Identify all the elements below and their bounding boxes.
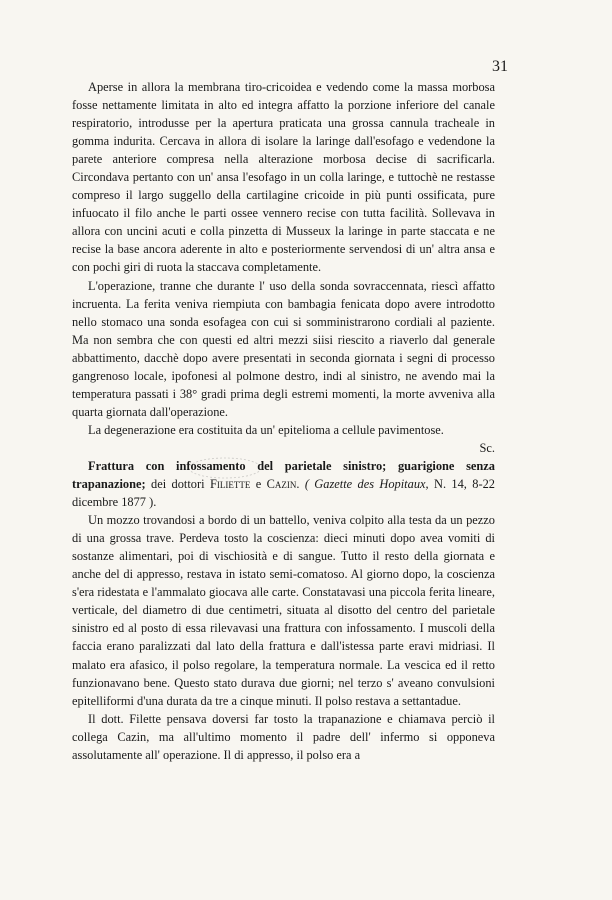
article-author: Filiette xyxy=(209,477,251,492)
paragraph: L'operazione, tranne che durante l' uso della sonda sovraccennata, riescì affatto incruenta. La ferita veniva riempiuta con bambagia fenicata dopo avere introdotto nello stomaco una sonda esofagea con cui si somministrarono cordiali al paziente. Ma non sembra che con questi ed altri mezzi siisi riescito a riaverlo dal generale abbattimento, dacchè dopo avere presentati in seconda giornata i segni di processo gangrenoso locale, ipofonesi al polmone destro, indi al sinistro, ne avendo mai la temperatura passati i 38° gradi prima degli estremi momenti, la morte avveniva alla quarta giornata dall'operazione. xyxy=(72,278,495,419)
signature: Sc. xyxy=(479,440,495,455)
paragraph: Il dott. Filette pensava doversi far tosto la trapanazione e chiamava perciò il collega Cazin, ma all'ultimo momento il padre dell' infermo si opponeva assolutamente all' operazione. Il di appresso, il polso era a xyxy=(72,711,495,762)
article-source: ( Gazette des Hopitaux, xyxy=(304,477,429,492)
page-text xyxy=(72,78,495,764)
article-header xyxy=(72,457,495,511)
page-number: 31 xyxy=(492,58,508,75)
article-title: Frattura con infossamento del parietale sinistro; guarigione senza trapanazione; xyxy=(72,458,495,492)
paragraph: La degenerazione era costituita da un' epitelioma a cellule pavimentose. xyxy=(88,422,444,437)
paragraph: Un mozzo trovandosi a bordo di un battello, veniva colpito alla testa da un pezzo di una grossa trave. Perdeva tosto la coscienza: dieci minuti dopo avea vomiti di sostanze alimentari, poi di vischiosità e di sangue. Tutto il resto della giornata e anche del di appresso, restava in istato semi-comatoso. Al giorno dopo, la coscienza s'era ridestata e l'ammalato giocava alle carte. Constatavasi una piccola ferita lineare, verticale, del diametro di due centimetri, situata al disotto del centro del parietale sinistro ed al posto di essa rilevavasi una frattura con infossamento. I muscoli della faccia erano paralizzati dal lato della frattura e dall'istessa parte eravi midriasi. Il malato era afasico, il polso regolare, la temperatura normale. La vescica ed il retto funzionavano bene. Questo stato durava due giorni; nel terzo s' aveano convulsioni epitelliformi d'una durata da tre a cinque minuti. Il polso restava a settantadue. xyxy=(72,513,495,708)
article-conj: e xyxy=(255,477,262,492)
article-authors-prefix: dei dottori xyxy=(151,477,205,492)
article-citation: N. 14, 8-22 dicembre 1877 ). xyxy=(72,477,495,510)
article-author: Cazin. xyxy=(266,477,300,492)
paragraph: Aperse in allora la membrana tiro-cricoidea e vedendo come la massa morbosa fosse nettamente limitata in alto ed integra affatto la porzione inferiore del canale respiratorio, introdusse per la apertura praticata una grossa cannula tracheale in gomma indurita. Cercava in allora di isolare la laringe dall'esofago e vedendone la parete anteriore compresa nella alterazione morbosa decise di sacrificarla. Circondava pertanto con un' ansa l'esofago in un colla laringe, e tuttochè ne restasse compreso il largo suggello della cartilagine cricoide in più punti ossificata, pure infuocato il filo anche le parti ossee vennero recise con tutta facilità. Sollevava in allora con uncini acuti e colla pinzetta di Musseux la laringe in parte staccata e ne recise la base ancora aderente in alto e posteriormente servendosi di un' altra ansa e con pochi giri di ruota la staccava completamente. xyxy=(72,80,495,275)
